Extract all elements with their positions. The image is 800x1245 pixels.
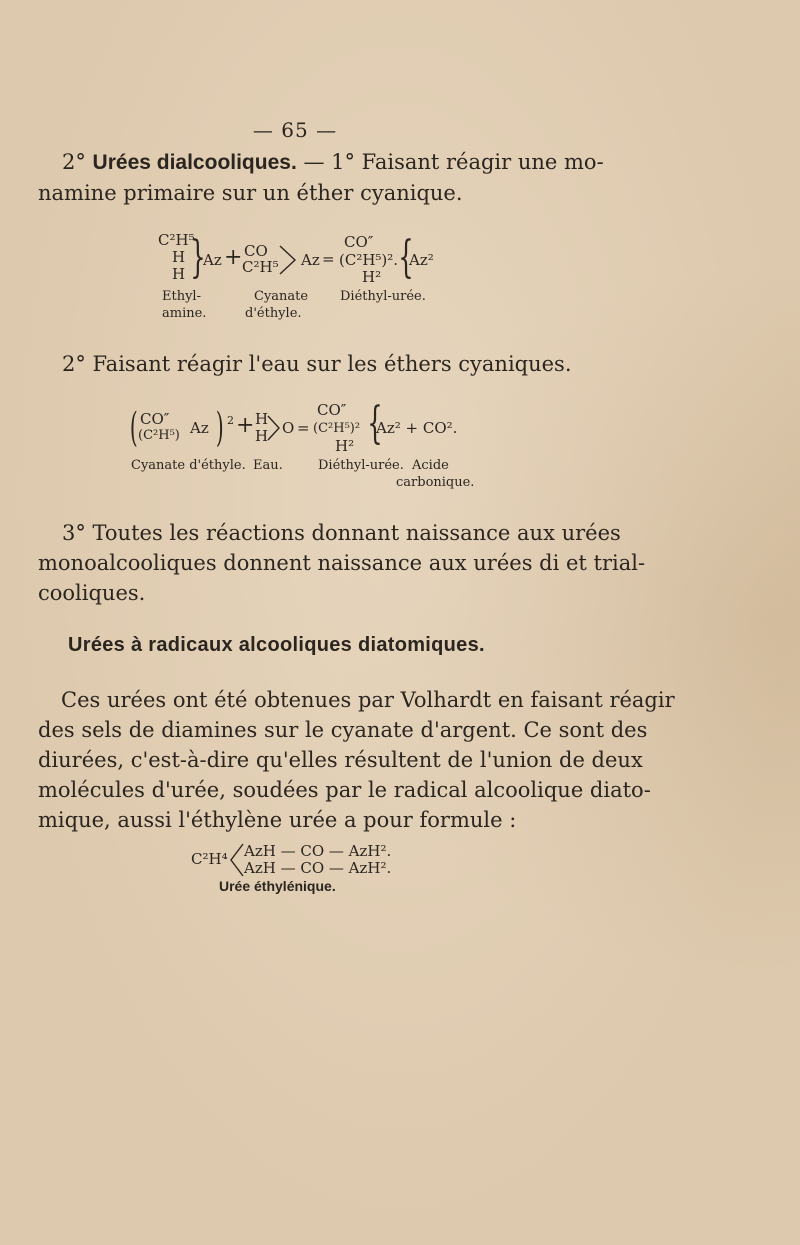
formula-line-2: AzH — CO — AzH². bbox=[244, 859, 392, 877]
paragraph-line-4: molécules d'urée, soudées par le radical alcoolique diato- bbox=[38, 778, 651, 802]
ethyl-group-2: C²H⁵ bbox=[242, 258, 279, 276]
angle-bracket-2 bbox=[266, 414, 282, 442]
label-acide: Acide bbox=[412, 458, 449, 473]
section-dialcooliques bbox=[62, 147, 604, 178]
hydrogen: H bbox=[172, 265, 186, 283]
formula-caption: Urée éthylénique. bbox=[219, 878, 336, 894]
section-heading: Urées à radicaux alcooliques diatomiques. bbox=[68, 634, 485, 656]
item-number: 2° bbox=[62, 150, 93, 174]
paragraph-line-3: diurées, c'est-à-dire qu'elles résultent de l'union de deux bbox=[38, 748, 643, 772]
hydrogen-top: H bbox=[255, 410, 269, 428]
item-3-line-1: 3° Toutes les réactions donnant naissance aux urées bbox=[62, 521, 621, 545]
ethyl-group-3: (C²H⁵) bbox=[138, 428, 180, 443]
item-3-line-2: monoalcooliques donnent naissance aux urées di et trial- bbox=[38, 551, 646, 575]
plus-sign-2: + bbox=[236, 413, 255, 438]
formula-line-1: AzH — CO — AzH². bbox=[244, 842, 392, 860]
branch-bracket bbox=[229, 842, 245, 878]
h2-group: H² bbox=[362, 268, 382, 286]
co-carbonyl: CO″ bbox=[344, 233, 374, 251]
hydrogen: H bbox=[172, 248, 186, 266]
right-paren: ) bbox=[215, 405, 224, 451]
left-paren: ( bbox=[129, 405, 138, 451]
section-dialcooliques-line-2: namine primaire sur un éther cyanique. bbox=[38, 181, 463, 205]
angle-bracket bbox=[278, 244, 298, 276]
ethylamine-formula bbox=[158, 232, 195, 283]
left-brace-2: { bbox=[367, 398, 383, 449]
label-cyanate-2: d'éthyle. bbox=[245, 306, 302, 321]
label-cyanate-ethyle: Cyanate d'éthyle. bbox=[131, 458, 246, 473]
az-symbol-3: Az bbox=[190, 419, 209, 437]
h2-group-2: H² bbox=[335, 437, 355, 455]
hydrogen-bottom: H bbox=[255, 427, 269, 445]
section-text: — 1° Faisant réagir une mo- bbox=[296, 150, 604, 174]
left-brace: { bbox=[398, 232, 414, 283]
az2-plus-co2: Az² + CO². bbox=[376, 419, 458, 437]
label-eau: Eau. bbox=[253, 458, 283, 473]
label-ethylamine-1: Ethyl- bbox=[162, 289, 201, 304]
paragraph-line-2: des sels de diamines sur le cyanate d'argent. Ce sont des bbox=[38, 718, 648, 742]
paragraph-line-5: mique, aussi l'éthylène urée a pour formule : bbox=[38, 808, 517, 832]
az2-group: Az² bbox=[409, 251, 434, 269]
ethylene-group: C²H⁴ bbox=[191, 850, 228, 868]
section-title: Urées dialcooliques. bbox=[92, 151, 297, 174]
item-2-text: 2° Faisant réagir l'eau sur les éthers cyaniques. bbox=[62, 352, 572, 376]
az-symbol-2: Az bbox=[301, 251, 320, 269]
equals-sign: = bbox=[322, 250, 335, 268]
az-symbol: Az bbox=[203, 251, 222, 269]
plus-sign: + bbox=[224, 245, 243, 270]
label-cyanate-1: Cyanate bbox=[254, 289, 309, 304]
label-carbonique: carbonique. bbox=[396, 475, 475, 490]
item-3-line-3: cooliques. bbox=[38, 581, 146, 605]
co-carbonyl-2: CO″ bbox=[140, 410, 170, 428]
label-ethylamine-2: amine. bbox=[162, 306, 207, 321]
right-brace: } bbox=[190, 232, 206, 283]
exponent: 2 bbox=[227, 414, 234, 427]
label-diethyl-uree-2: Diéthyl-urée. bbox=[318, 458, 404, 473]
oxygen: O bbox=[282, 419, 295, 437]
equals-sign-2: = bbox=[297, 419, 310, 437]
section-dialcooliques-line-1 bbox=[62, 147, 604, 178]
diethyl-group-2: (C²H⁵)² bbox=[313, 421, 361, 436]
ethyl-group: C²H⁵ bbox=[158, 231, 195, 249]
page-number: — 65 — bbox=[252, 118, 338, 142]
label-diethyl-uree: Diéthyl-urée. bbox=[340, 289, 426, 304]
co-group: CO bbox=[244, 242, 268, 260]
diethyl-group: (C²H⁵)². bbox=[339, 251, 399, 269]
co-carbonyl-3: CO″ bbox=[317, 401, 347, 419]
paragraph-line-1: Ces urées ont été obtenues par Volhardt en faisant réagir bbox=[61, 688, 675, 712]
